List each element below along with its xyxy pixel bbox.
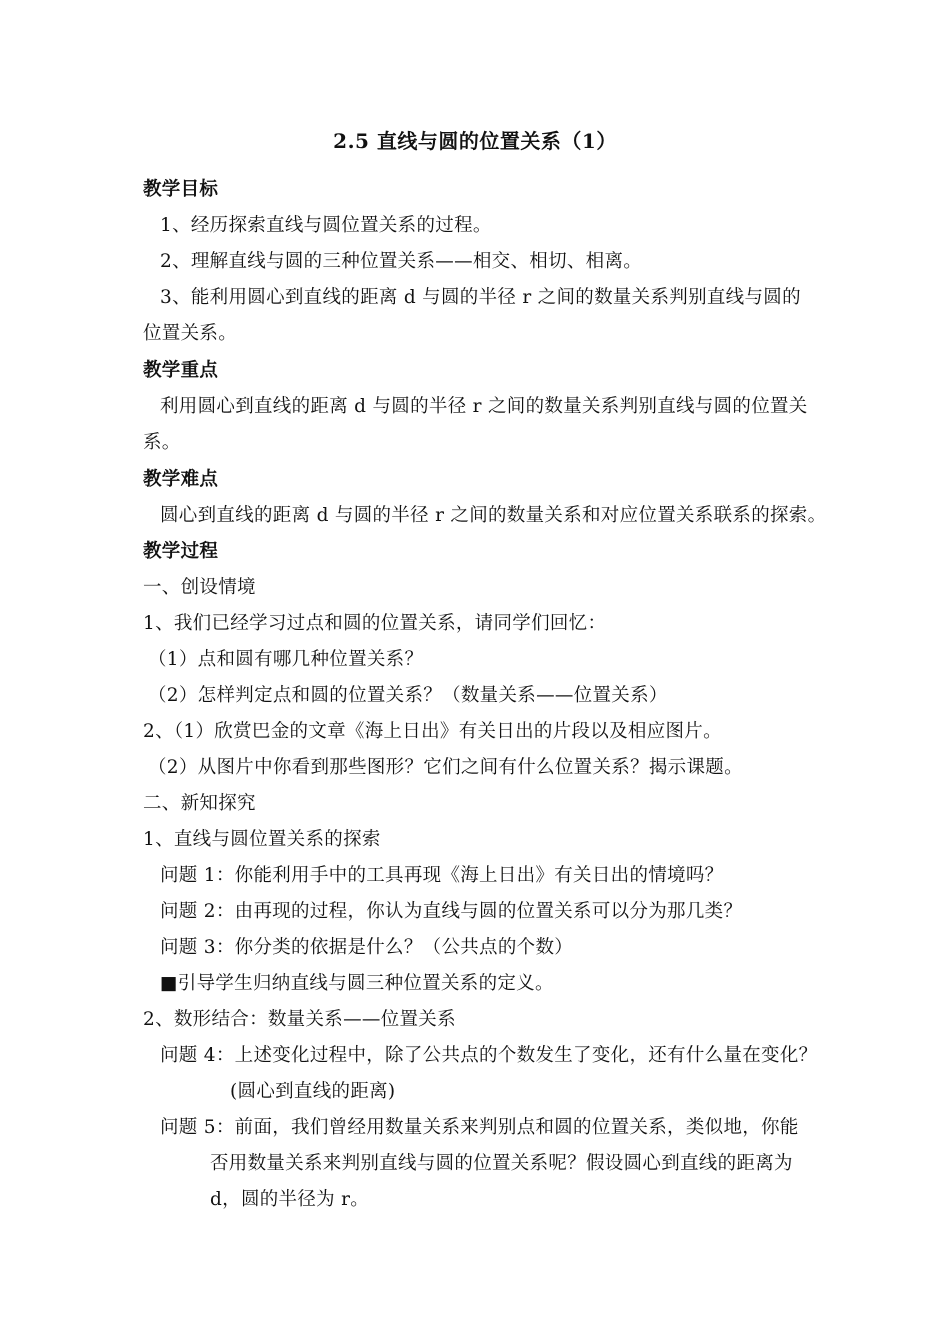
objectives-heading: 教学目标 (143, 179, 219, 200)
section-1-item-2-question-2: （2）从图片中你看到那些图形？它们之间有什么位置关系？揭示课题。 (148, 757, 743, 778)
guide-note: ■引导学生归纳直线与圆三种位置关系的定义。 (160, 973, 554, 994)
question-5-line-2: 否用数量关系来判别直线与圆的位置关系呢？假设圆心到直线的距离为 (210, 1153, 793, 1174)
key-point-line-2: 系。 (143, 432, 181, 453)
section-1-item-2: 2、（1）欣赏巴金的文章《海上日出》有关日出的片段以及相应图片。 (143, 721, 722, 742)
process-heading: 教学过程 (143, 541, 219, 562)
section-2-subsection-1: 1、直线与圆位置关系的探索 (143, 829, 381, 850)
objective-item-3-line-2: 位置关系。 (143, 323, 238, 344)
objective-item-1: 1、经历探索直线与圆位置关系的过程。 (160, 215, 492, 236)
question-1: 问题 1：你能利用手中的工具再现《海上日出》有关日出的情境吗？ (160, 865, 724, 886)
objective-item-2: 2、理解直线与圆的三种位置关系——相交、相切、相离。 (160, 251, 643, 272)
question-5-line-1: 问题 5：前面，我们曾经用数量关系来判别点和圆的位置关系，类似地，你能 (160, 1117, 799, 1138)
section-2-title: 二、新知探究 (143, 793, 256, 814)
question-5-line-3: d，圆的半径为 r。 (210, 1189, 370, 1210)
question-3: 问题 3：你分类的依据是什么？（公共点的个数） (160, 937, 574, 958)
page-title: 2.5 直线与圆的位置关系（1） (333, 129, 617, 153)
difficulty-line-1: 圆心到直线的距离 d 与圆的半径 r 之间的数量关系和对应位置关系联系的探索。 (160, 505, 827, 526)
difficulty-heading: 教学难点 (143, 469, 219, 490)
question-4-line-1: 问题 4：上述变化过程中，除了公共点的个数发生了变化，还有什么量在变化？ (160, 1045, 818, 1066)
objective-item-3-line-1: 3、能利用圆心到直线的距离 d 与圆的半径 r 之间的数量关系判别直线与圆的 (160, 287, 801, 308)
section-1-title: 一、创设情境 (143, 577, 256, 598)
section-1-question-2: （2）怎样判定点和圆的位置关系？（数量关系——位置关系） (148, 685, 668, 706)
question-2: 问题 2：由再现的过程，你认为直线与圆的位置关系可以分为那几类？ (160, 901, 743, 922)
section-1-item-1: 1、我们已经学习过点和圆的位置关系，请同学们回忆： (143, 613, 607, 634)
key-point-line-1: 利用圆心到直线的距离 d 与圆的半径 r 之间的数量关系判别直线与圆的位置关 (160, 396, 808, 417)
key-point-heading: 教学重点 (143, 360, 219, 381)
question-4-line-2: (圆心到直线的距离) (230, 1081, 396, 1102)
section-2-subsection-2: 2、数形结合：数量关系——位置关系 (143, 1009, 456, 1030)
section-1-question-1: （1）点和圆有哪几种位置关系？ (148, 649, 424, 670)
